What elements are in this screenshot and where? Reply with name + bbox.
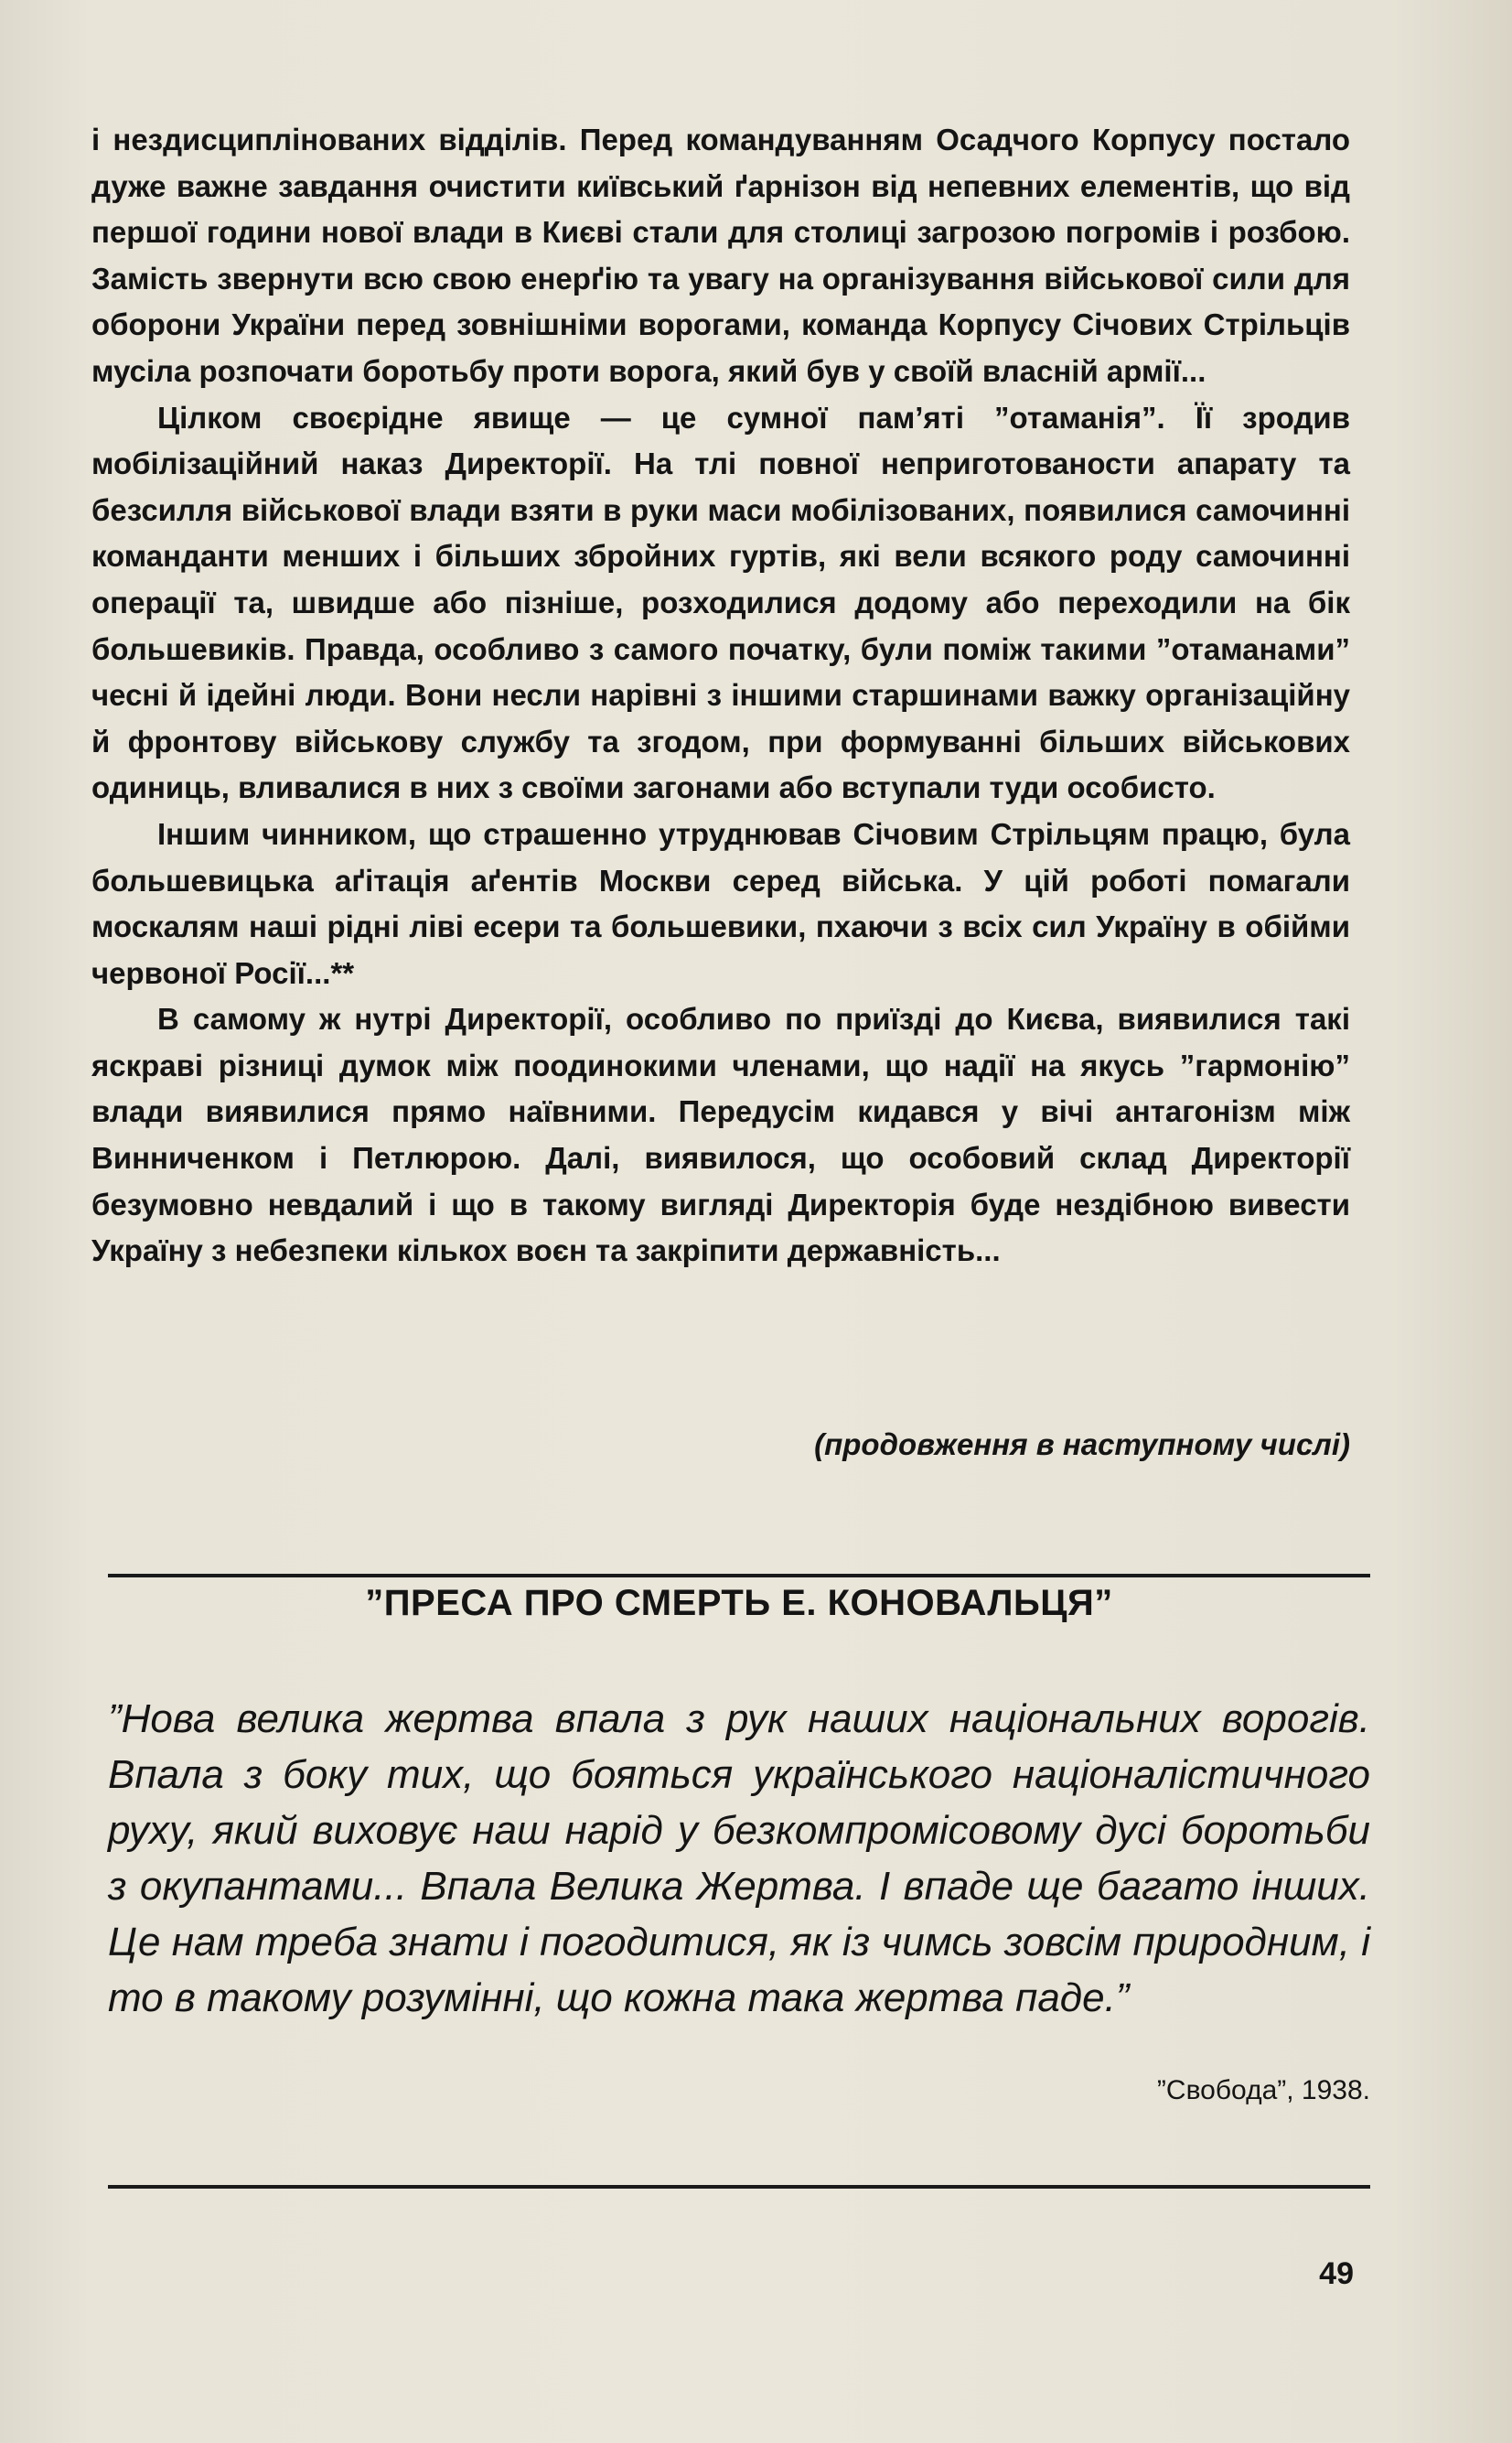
paragraph-2: Цілком своєрідне явище — це сумної пам’яті ”отаманія”. Її зродив мобілізаційний наказ Директорії. На тлі повної неприготованости апарату та безсилля військової влади взяти в руки маси мобілізованих, появилися самочинні команданти менших і більших збройних гуртів, які вели всякого роду самочинні операції та, швидше або пізніше, розходилися додому або переходили на бік большевиків. Правда, особливо з самого початку, були поміж такими ”отаманами” чесні й ідейні люди. Вони несли нарівні з іншими старшинами важку організаційну й фронтову військову службу та згодом, при формуванні більших військових одиниць, вливалися в них з своїми загонами або вступали туди особисто. xyxy=(91,400,1350,805)
page-number: 49 xyxy=(1319,2256,1354,2291)
paragraph-1: і нездисциплінованих відділів. Перед командуванням Осадчого Корпусу постало дуже важне завдання очистити київський ґарнізон від непевних елементів, що від першої години нової влади в Києві стали для столиці загрозою погромів і розбою. Замість звернути всю свою енерґію та увагу на організування військової сили для оборони України перед зовнішніми ворогами, команда Корпусу Січових Стрільців мусіла розпочати боротьбу проти ворога, який був у своїй власній армії... xyxy=(91,123,1350,388)
section-title: ”ПРЕСА ПРО СМЕРТЬ Е. КОНОВАЛЬЦЯ” xyxy=(365,1583,1113,1623)
quote-source: ”Свобода”, 1938. xyxy=(1156,2075,1370,2105)
paragraph-3: Іншим чинником, що страшенно утруднював Січовим Стрільцям працю, була большевицька аґітація аґентів Москви серед війська. У цій роботі помагали москалям наші рідні ліві есери та большевики, пхаючи з всіх сил Україну в обійми червоної Росії...** xyxy=(91,816,1350,990)
divider-bottom xyxy=(108,2185,1370,2189)
quote-text: ”Нова велика жертва впала з рук наших національних ворогів. Впала з боку тих, що бояться українського націоналістичного руху, який виховує наш нарід у безкомпромісовому дусі боротьби з окупантами... Впала Велика Жертва. І впаде ще багато інших. Це нам треба знати і погодитися, як із чимсь зовсім природним, і то в такому розумінні, що кожна така жертва паде.” xyxy=(108,1696,1370,2020)
paragraph-4: В самому ж нутрі Директорії, особливо по приїзді до Києва, виявилися такі яскраві різниці думок між поодинокими членами, що надії на якусь ”гармонію” влади виявилися прямо наївними. Передусім кидався у вічі антагонізм між Винниченком і Петлюрою. Далі, виявилося, що особовий склад Директорії безумовно невдалий і що в такому вигляді Директорія буде нездібною вивести Україну з небезпеки кількох воєн та закріпити державність... xyxy=(91,1002,1350,1268)
divider-top xyxy=(108,1574,1370,1577)
continued-note: (продовження в наступному числі) xyxy=(814,1427,1350,1461)
article-body xyxy=(91,117,1350,1275)
